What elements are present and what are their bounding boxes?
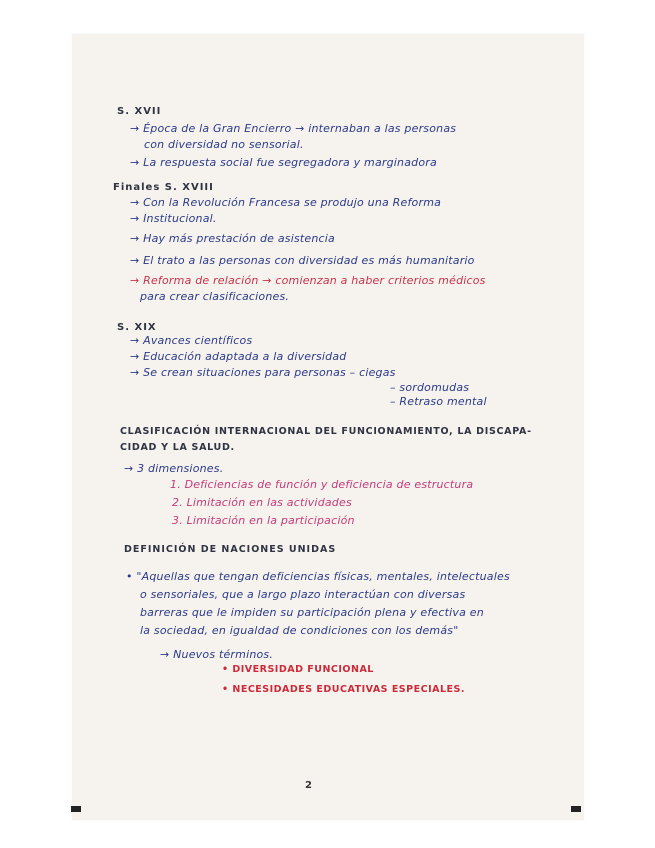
heading-clasificacion: CLASIFICACIÓN INTERNACIONAL DEL FUNCIONAMIENTO, LA DISCAPA- [120, 426, 532, 437]
heading-finales-s-xviii: Finales S. XVIII [113, 182, 214, 193]
term-item: • NECESIDADES EDUCATIVAS ESPECIALES. [222, 684, 465, 695]
heading-clasificacion-cont: CIDAD Y LA SALUD. [120, 442, 235, 453]
term-item: • DIVERSIDAD FUNCIONAL [222, 664, 374, 675]
note-line: → Se crean situaciones para personas – ciegas [130, 366, 396, 379]
note-line: 2. Limitación en las actividades [172, 496, 352, 509]
note-line: – sordomudas [390, 381, 470, 394]
corner-mark [71, 806, 81, 812]
note-line: para crear clasificaciones. [140, 290, 290, 303]
note-line: → Con la Revolución Francesa se produjo una Reforma [130, 196, 442, 209]
note-line: → La respuesta social fue segregadora y marginadora [130, 156, 437, 169]
note-line: → Institucional. [130, 212, 217, 225]
heading-definicion: DEFINICIÓN DE NACIONES UNIDAS [124, 544, 337, 555]
note-line: → El trato a las personas con diversidad es más humanitario [130, 254, 475, 267]
note-line: → Nuevos términos. [160, 648, 274, 661]
note-line: → Hay más prestación de asistencia [130, 232, 335, 245]
note-line: o sensoriales, que a largo plazo interactúan con diversas [140, 588, 466, 601]
note-line: 1. Deficiencias de función y deficiencia de estructura [170, 478, 474, 491]
note-line: → Educación adaptada a la diversidad [130, 350, 347, 363]
notebook-page [72, 34, 584, 820]
note-line: → Avances científicos [130, 334, 253, 347]
page-number: 2 [305, 780, 313, 791]
note-line: con diversidad no sensorial. [144, 138, 304, 151]
note-line: → 3 dimensiones. [124, 462, 224, 475]
note-line: – Retraso mental [390, 395, 487, 408]
note-line: 3. Limitación en la participación [172, 514, 355, 527]
heading-s-xix: S. XIX [117, 322, 157, 333]
corner-mark [571, 806, 581, 812]
note-line: barreras que le impiden su participación plena y efectiva en [140, 606, 484, 619]
note-line: • "Aquellas que tengan deficiencias físicas, mentales, intelectuales [126, 570, 510, 583]
heading-s-xvii: S. XVII [117, 106, 162, 117]
note-line: la sociedad, en igualdad de condiciones con los demás" [140, 624, 459, 637]
note-line: → Época de la Gran Encierro → internaban a las personas [130, 122, 457, 135]
note-line: → Reforma de relación → comienzan a haber criterios médicos [130, 274, 486, 287]
